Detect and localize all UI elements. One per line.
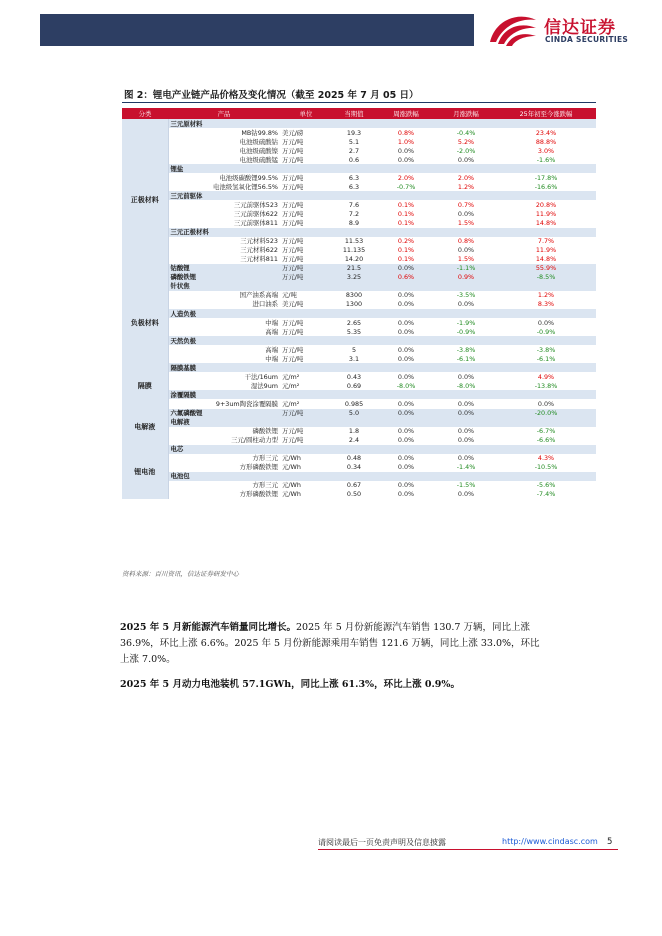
header-product: 产品: [168, 108, 280, 119]
monthly-change-cell: 0.9%: [436, 273, 496, 282]
table-row: [122, 490, 596, 499]
table-row: [122, 427, 596, 436]
unit-cell: 美元/吨: [282, 300, 304, 309]
product-cell: 湿法9um: [250, 381, 278, 390]
product-cell: 干法/16um: [244, 372, 278, 381]
product-cell: 方形三元: [252, 454, 278, 463]
monthly-change-cell: -0.9%: [456, 327, 476, 336]
monthly-change-cell: 0.0%: [457, 300, 475, 309]
table-row: [122, 372, 596, 381]
subcategory-fill: [332, 418, 596, 427]
table-row: [122, 173, 596, 182]
ytd-change-cell: -16.6%: [534, 182, 558, 191]
value-cell: 7.2: [348, 209, 360, 218]
unit-cell: 元/吨: [282, 291, 297, 300]
subcategory-row: [122, 119, 596, 128]
weekly-change-cell: 0.2%: [397, 237, 415, 246]
weekly-change-cell: 0.8%: [397, 128, 415, 137]
figure-source: 资料来源：百川资讯，信达证券研发中心: [122, 570, 239, 578]
subcategory-label: 电池包: [168, 472, 332, 481]
product-cell: 三元材料523: [240, 237, 278, 246]
weekly-change-cell: 0.0%: [397, 427, 415, 436]
unit-cell: 万元/吨: [282, 155, 304, 164]
value-cell: 5.1: [348, 137, 360, 146]
weekly-change-cell: 0.0%: [397, 300, 415, 309]
footer-website-link[interactable]: http://www.cindasc.com: [502, 837, 598, 846]
price-table: [122, 108, 596, 499]
ytd-change-cell: 11.9%: [535, 209, 557, 218]
weekly-change-cell: -8.0%: [396, 381, 416, 390]
unit-cell: 万元/吨: [282, 237, 304, 246]
unit-cell: 元/Wh: [282, 481, 301, 490]
ytd-change-cell: -13.8%: [534, 381, 558, 390]
weekly-change-cell: 0.1%: [397, 200, 415, 209]
weekly-change-cell: 0.0%: [397, 399, 415, 408]
unit-cell: 万元/吨: [280, 273, 332, 282]
value-cell: 5.35: [346, 327, 362, 336]
table-row: [122, 436, 596, 445]
value-cell: 21.5: [332, 264, 376, 273]
unit-cell: 万元/吨: [282, 219, 304, 228]
weekly-change-cell: 0.0%: [397, 327, 415, 336]
table-row: [122, 182, 596, 191]
subcategory-fill: [332, 445, 596, 454]
cinda-logo: [486, 10, 646, 50]
table-row: [122, 200, 596, 209]
value-cell: 0.6: [348, 155, 360, 164]
subcategory-row: [122, 390, 596, 399]
product-cell: 六氟磷酸锂: [168, 409, 280, 418]
category-cell: 隔膜: [122, 363, 168, 408]
weekly-change-cell: 0.0%: [397, 372, 415, 381]
value-cell: 2.65: [346, 318, 362, 327]
unit-cell: 万元/吨: [280, 264, 332, 273]
monthly-change-cell: 1.5%: [457, 219, 475, 228]
subcategory-row: [122, 282, 596, 291]
weekly-change-cell: 0.0%: [397, 155, 415, 164]
subcategory-fill: [332, 309, 596, 318]
table-row: [122, 354, 596, 363]
table-row: [122, 264, 596, 273]
table-row: [122, 291, 596, 300]
category-cell: 正极材料: [122, 119, 168, 282]
monthly-change-cell: 2.0%: [457, 173, 475, 182]
unit-cell: 万元/吨: [280, 409, 332, 418]
category-cell: 负极材料: [122, 282, 168, 363]
weekly-change-cell: 0.0%: [397, 490, 415, 499]
ytd-change-cell: 23.4%: [535, 128, 557, 137]
monthly-change-cell: -1.1%: [436, 264, 496, 273]
monthly-change-cell: -1.5%: [456, 481, 476, 490]
unit-cell: 元/m²: [282, 372, 300, 381]
footer-rule: [318, 849, 618, 850]
weekly-change-cell: 0.1%: [397, 219, 415, 228]
weekly-change-cell: 0.0%: [397, 291, 415, 300]
product-cell: 进口油系: [252, 300, 278, 309]
paragraph-battery-install: [120, 677, 548, 693]
monthly-change-cell: 0.0%: [457, 246, 475, 255]
value-cell: 3.25: [332, 273, 376, 282]
subcategory-row: [122, 363, 596, 372]
table-header-row: [122, 108, 596, 119]
product-cell: 磷酸铁锂: [252, 427, 278, 436]
value-cell: 8300: [345, 291, 363, 300]
weekly-change-cell: 0.6%: [376, 273, 436, 282]
monthly-change-cell: -3.8%: [456, 345, 476, 354]
ytd-change-cell: 4.3%: [537, 454, 555, 463]
table-row: [122, 345, 596, 354]
ytd-change-cell: 3.0%: [537, 146, 555, 155]
subcategory-label: 锂盐: [168, 164, 332, 173]
ytd-change-cell: 11.9%: [535, 246, 557, 255]
weekly-change-cell: 0.0%: [397, 318, 415, 327]
product-cell: 三元材料622: [240, 246, 278, 255]
monthly-change-cell: -8.0%: [456, 381, 476, 390]
header-bar: [40, 14, 474, 46]
ytd-change-cell: 0.0%: [537, 399, 555, 408]
table-row: [122, 237, 596, 246]
product-cell: 国产油系高端: [239, 291, 278, 300]
monthly-change-cell: -1.4%: [456, 463, 476, 472]
product-cell: 电池级硫酸锰: [239, 155, 278, 164]
subcategory-row: [122, 445, 596, 454]
table-row: [122, 273, 596, 282]
weekly-change-cell: 2.0%: [397, 173, 415, 182]
product-cell: 电池级硫酸钴: [239, 137, 278, 146]
value-cell: 3.1: [348, 354, 360, 363]
subcategory-label: 针状焦: [168, 282, 332, 291]
weekly-change-cell: 0.1%: [397, 209, 415, 218]
ytd-change-cell: -20.0%: [496, 409, 596, 418]
weekly-change-cell: 0.0%: [397, 436, 415, 445]
table-row: [122, 463, 596, 472]
product-cell: 电池级硫酸镍: [239, 146, 278, 155]
unit-cell: 万元/吨: [282, 345, 304, 354]
ytd-change-cell: -6.7%: [536, 427, 556, 436]
unit-cell: 元/m²: [282, 381, 300, 390]
product-cell: 高端: [265, 327, 278, 336]
ytd-change-cell: -5.6%: [536, 481, 556, 490]
paragraph-ev-sales: [120, 620, 548, 668]
value-cell: 0.34: [346, 463, 362, 472]
value-cell: 1300: [345, 300, 363, 309]
monthly-change-cell: 0.0%: [457, 427, 475, 436]
subcategory-fill: [332, 363, 596, 372]
unit-cell: 万元/吨: [282, 436, 304, 445]
unit-cell: 万元/吨: [282, 327, 304, 336]
monthly-change-cell: 0.0%: [457, 372, 475, 381]
header-current: 当期值: [332, 108, 376, 119]
product-cell: 三元前驱体622: [233, 209, 278, 218]
product-cell: 中端: [265, 354, 278, 363]
unit-cell: 万元/吨: [282, 318, 304, 327]
subcategory-label: 三元原材料: [168, 119, 332, 128]
footer-disclaimer: 请阅读最后一页免责声明及信息披露: [318, 838, 446, 847]
value-cell: 7.6: [348, 200, 360, 209]
subcategory-label: 电芯: [168, 445, 332, 454]
header-weekly: 周涨跌幅: [376, 108, 436, 119]
header-ytd: 25年初至今涨跌幅: [496, 108, 596, 119]
paragraph-ev-sales-text: 2025 年 5 月份新能源汽车销售 130.7 万辆，同比上涨 36.9%，环比上涨 6.6%。2025 年 5 月份新能源乘用车销售 121.6 万辆，同比上涨 33.0%，环比上涨 7.0%。: [120, 622, 540, 665]
ytd-change-cell: -6.1%: [536, 354, 556, 363]
weekly-change-cell: 0.1%: [397, 246, 415, 255]
weekly-change-cell: 0.0%: [376, 409, 436, 418]
ytd-change-cell: -8.5%: [496, 273, 596, 282]
value-cell: 0.43: [346, 372, 362, 381]
unit-cell: 万元/吨: [282, 182, 304, 191]
value-cell: 5: [351, 345, 357, 354]
monthly-change-cell: 0.0%: [457, 436, 475, 445]
ytd-change-cell: -0.9%: [536, 327, 556, 336]
weekly-change-cell: 0.0%: [397, 354, 415, 363]
header-monthly: 月涨跌幅: [436, 108, 496, 119]
weekly-change-cell: -0.7%: [396, 182, 416, 191]
subcategory-fill: [332, 336, 596, 345]
subcategory-label: 涂覆隔膜: [168, 390, 332, 399]
figure-title: 图 2：锂电产业链产品价格及变化情况（截至 2025 年 7 月 05 日）: [124, 90, 419, 101]
table-row: [122, 381, 596, 390]
unit-cell: 万元/吨: [282, 255, 304, 264]
table-row: [122, 409, 596, 418]
value-cell: 0.50: [346, 490, 362, 499]
subcategory-label: 人造负极: [168, 309, 332, 318]
subcategory-label: 三元前驱体: [168, 191, 332, 200]
ytd-change-cell: -6.6%: [536, 436, 556, 445]
product-cell: 中端: [265, 318, 278, 327]
value-cell: 11.135: [342, 246, 366, 255]
ytd-change-cell: -10.5%: [534, 463, 558, 472]
brand-name-cn: 信达证券: [544, 18, 616, 38]
subcategory-row: [122, 336, 596, 345]
subcategory-row: [122, 309, 596, 318]
subcategory-fill: [332, 228, 596, 237]
subcategory-fill: [332, 472, 596, 481]
monthly-change-cell: 0.0%: [457, 399, 475, 408]
table-row: [122, 155, 596, 164]
table-row: [122, 146, 596, 155]
cinda-logo-icon: [486, 12, 538, 48]
monthly-change-cell: 5.2%: [457, 137, 475, 146]
unit-cell: 元/Wh: [282, 454, 301, 463]
header-unit: 单位: [280, 108, 332, 119]
paragraph-battery-install-lead: 2025 年 5 月动力电池装机 57.1GWh，同比上涨 61.3%，环比上涨 0.9%。: [120, 679, 460, 690]
subcategory-label: 天然负极: [168, 336, 332, 345]
product-cell: 电池级碳酸锂99.5%: [219, 173, 278, 182]
subcategory-row: [122, 228, 596, 237]
unit-cell: 万元/吨: [282, 146, 304, 155]
value-cell: 6.3: [348, 182, 360, 191]
figure-title-rule: [122, 102, 596, 103]
value-cell: 2.7: [348, 146, 360, 155]
unit-cell: 万元/吨: [282, 354, 304, 363]
page-number: 5: [607, 837, 613, 847]
value-cell: 0.48: [346, 454, 362, 463]
product-cell: 方形磷酸铁锂: [239, 490, 278, 499]
value-cell: 0.985: [344, 399, 364, 408]
ytd-change-cell: 20.8%: [535, 200, 557, 209]
weekly-change-cell: 0.0%: [376, 264, 436, 273]
paragraph-ev-sales-lead: 2025 年 5 月新能源汽车销量同比增长。: [120, 622, 296, 633]
monthly-change-cell: 1.2%: [457, 182, 475, 191]
subcategory-label: 隔膜基膜: [168, 363, 332, 372]
unit-cell: 万元/吨: [282, 173, 304, 182]
ytd-change-cell: 0.0%: [537, 318, 555, 327]
product-cell: 方形磷酸铁锂: [239, 463, 278, 472]
monthly-change-cell: -3.5%: [456, 291, 476, 300]
monthly-change-cell: 1.5%: [457, 255, 475, 264]
brand-name-en: CINDA SECURITIES: [545, 35, 629, 44]
category-cell: 锂电池: [122, 445, 168, 499]
unit-cell: 万元/吨: [282, 200, 304, 209]
product-cell: 9+3um陶瓷涂覆隔膜: [215, 399, 278, 408]
value-cell: 2.4: [348, 436, 360, 445]
value-cell: 6.3: [348, 173, 360, 182]
ytd-change-cell: 88.8%: [535, 137, 557, 146]
ytd-change-cell: 8.3%: [537, 300, 555, 309]
ytd-change-cell: 1.2%: [537, 291, 555, 300]
weekly-change-cell: 0.0%: [397, 345, 415, 354]
subcategory-label: 三元正极材料: [168, 228, 332, 237]
ytd-change-cell: -7.4%: [536, 490, 556, 499]
subcategory-fill: [332, 164, 596, 173]
value-cell: 19.3: [346, 128, 362, 137]
weekly-change-cell: 0.1%: [397, 255, 415, 264]
header-category: 分类: [122, 108, 168, 119]
unit-cell: 万元/吨: [282, 246, 304, 255]
table-row: [122, 209, 596, 218]
ytd-change-cell: 14.8%: [535, 219, 557, 228]
subcategory-fill: [332, 390, 596, 399]
value-cell: 0.67: [346, 481, 362, 490]
table-row: [122, 481, 596, 490]
monthly-change-cell: 0.0%: [457, 155, 475, 164]
unit-cell: 万元/吨: [282, 209, 304, 218]
monthly-change-cell: 0.0%: [436, 409, 496, 418]
ytd-change-cell: 4.9%: [537, 372, 555, 381]
product-cell: 三元材料811: [240, 255, 278, 264]
table-row: [122, 399, 596, 408]
category-cell: 电解液: [122, 409, 168, 445]
ytd-change-cell: 14.8%: [535, 255, 557, 264]
monthly-change-cell: 0.8%: [457, 237, 475, 246]
unit-cell: 元/Wh: [282, 490, 301, 499]
table-row: [122, 454, 596, 463]
weekly-change-cell: 0.0%: [397, 481, 415, 490]
ytd-change-cell: 7.7%: [537, 237, 555, 246]
value-cell: 11.53: [344, 237, 364, 246]
monthly-change-cell: -0.4%: [456, 128, 476, 137]
monthly-change-cell: -1.9%: [456, 318, 476, 327]
ytd-change-cell: -17.8%: [534, 173, 558, 182]
product-cell: 三元/圆柱动力型: [231, 436, 278, 445]
monthly-change-cell: -6.1%: [456, 354, 476, 363]
ytd-change-cell: -1.6%: [536, 155, 556, 164]
product-cell: 磷酸铁锂: [168, 273, 280, 282]
monthly-change-cell: 0.0%: [457, 454, 475, 463]
weekly-change-cell: 0.0%: [397, 454, 415, 463]
table-row: [122, 300, 596, 309]
product-cell: 电池级氢氧化锂56.5%: [212, 182, 278, 191]
unit-cell: 元/Wh: [282, 463, 301, 472]
table-row: [122, 246, 596, 255]
subcategory-row: [122, 472, 596, 481]
table-row: [122, 128, 596, 137]
value-cell: 8.9: [348, 219, 360, 228]
table-row: [122, 318, 596, 327]
monthly-change-cell: -2.0%: [456, 146, 476, 155]
unit-cell: 元/m²: [282, 399, 300, 408]
monthly-change-cell: 0.0%: [457, 209, 475, 218]
ytd-change-cell: 55.9%: [496, 264, 596, 273]
weekly-change-cell: 1.0%: [397, 137, 415, 146]
unit-cell: 美元/磅: [282, 128, 304, 137]
subcategory-row: [122, 164, 596, 173]
table-row: [122, 255, 596, 264]
ytd-change-cell: -3.8%: [536, 345, 556, 354]
value-cell: 0.69: [346, 381, 362, 390]
product-cell: 方形三元: [252, 481, 278, 490]
table-row: [122, 219, 596, 228]
product-cell: 三元前驱体523: [233, 200, 278, 209]
value-cell: 1.8: [348, 427, 360, 436]
unit-cell: 万元/吨: [282, 137, 304, 146]
table-row: [122, 137, 596, 146]
subcategory-fill: [332, 191, 596, 200]
product-cell: MB钴99.8%: [241, 128, 278, 137]
subcategory-fill: [332, 119, 596, 128]
weekly-change-cell: 0.0%: [397, 463, 415, 472]
subcategory-row: [122, 418, 596, 427]
page-footer: [0, 837, 662, 851]
subcategory-label: 电解液: [168, 418, 332, 427]
subcategory-row: [122, 191, 596, 200]
monthly-change-cell: 0.7%: [457, 200, 475, 209]
product-cell: 三元前驱体811: [233, 219, 278, 228]
subcategory-fill: [332, 282, 596, 291]
product-cell: 钴酸锂: [168, 264, 280, 273]
monthly-change-cell: 0.0%: [457, 490, 475, 499]
unit-cell: 万元/吨: [282, 427, 304, 436]
product-cell: 高端: [265, 345, 278, 354]
table-row: [122, 327, 596, 336]
value-cell: 5.0: [332, 409, 376, 418]
value-cell: 14.20: [344, 255, 364, 264]
weekly-change-cell: 0.0%: [397, 146, 415, 155]
